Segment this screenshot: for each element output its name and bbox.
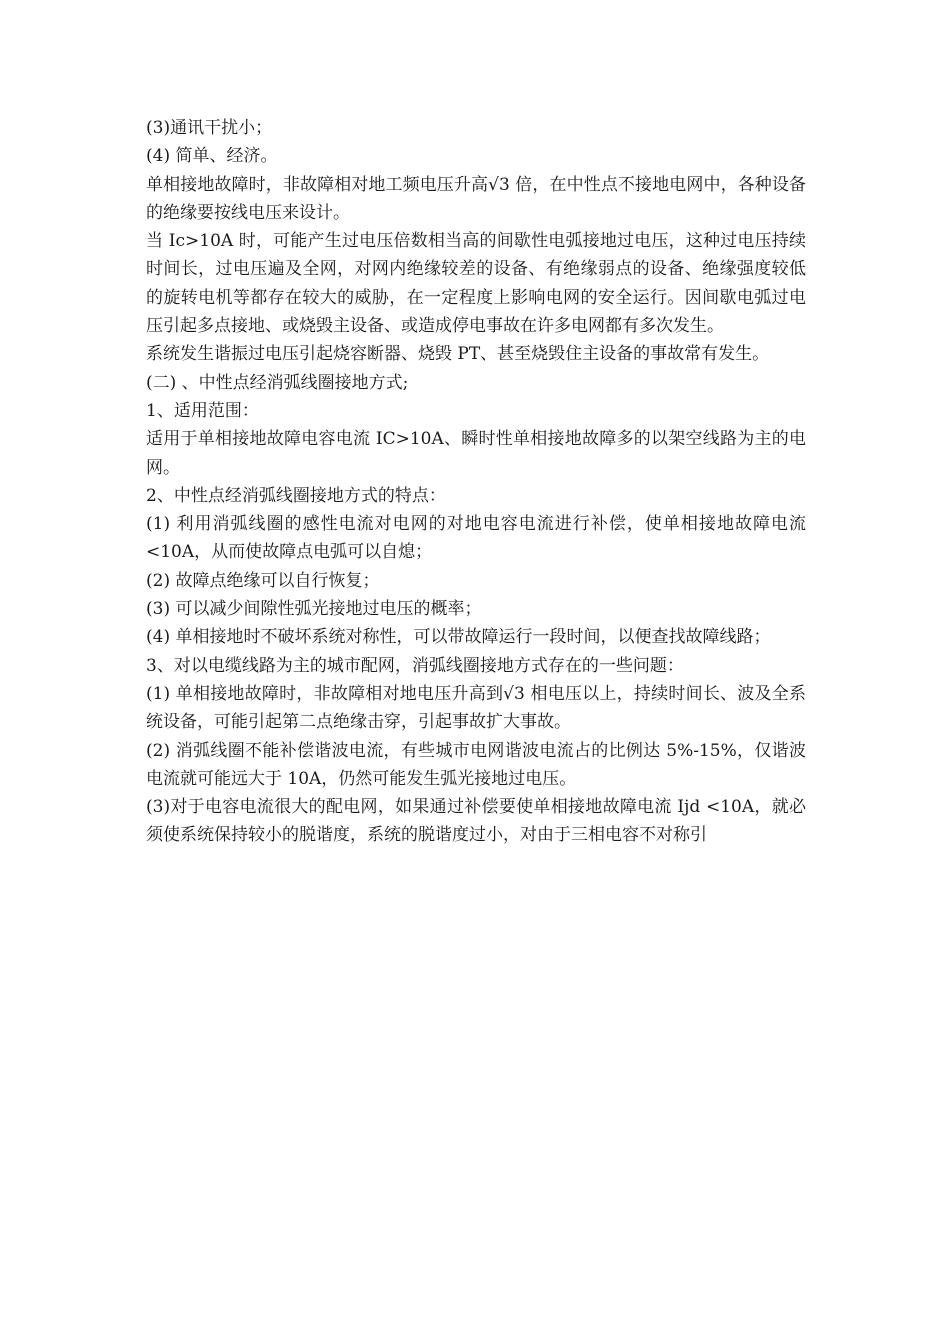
subheading-problems: 3、对以电缆线路为主的城市配网，消弧线圈接地方式存在的一些问题：: [146, 655, 684, 676]
feature-item-4: (4) 单相接地时不破坏系统对称性，可以带故障运行一段时间，以便查找故障线路；: [146, 627, 771, 648]
paragraph-resonance: 系统发生谐振过电压引起烧容断器、烧毁 PT、甚至烧毁住主设备的事故常有发生。: [146, 344, 770, 365]
subheading-scope: 1、适用范围：: [146, 400, 259, 421]
feature-item-3: (3) 可以减少间隙性弧光接地过电压的概率；: [146, 599, 482, 620]
paragraph-arc-overvoltage: 当 Ic>10A 时，可能产生过电压倍数相当高的间歇性电弧接地过电压，这种过电压持续时间长，过电压遍及全网，对网内绝缘较差的设备、有绝缘弱点的设备、绝缘强度较低的旋转电机等都存在较大的威胁，在一定程度上影响电网的安全运行。因间歇电弧过电压引起多点接地、或烧毁主设备、或造成停电事故在许多电网都有多次发生。: [146, 231, 806, 337]
problem-item-3: (3)对于电容电流很大的配电网，如果通过补偿要使单相接地故障电流 Ijd <10A，就必须使系统保持较小的脱谐度，系统的脱谐度过小，对由于三相电容不对称引: [146, 797, 806, 846]
paragraph-scope: 适用于单相接地故障电容电流 IC>10A、瞬时性单相接地故障多的以架空线路为主的电网。: [146, 429, 806, 478]
document-page: [146, 114, 806, 850]
list-item-3: (3)通讯干扰小；: [146, 118, 273, 138]
section-heading: (二) 、中性点经消弧线圈接地方式;: [146, 372, 409, 393]
subheading-features: 2、中性点经消弧线圈接地方式的特点：: [146, 485, 446, 506]
feature-item-2: (2) 故障点绝缘可以自行恢复；: [146, 570, 380, 591]
paragraph-overvoltage: 单相接地故障时，非故障相对地工频电压升高√3 倍，在中性点不接地电网中，各种设备的绝缘要按线电压来设计。: [146, 174, 806, 223]
feature-item-1: (1) 利用消弧线圈的感性电流对电网的对地电容电流进行补偿，使单相接地故障电流<10A，从而使故障点电弧可以自熄；: [146, 514, 806, 563]
list-item-4: (4) 简单、经济。: [146, 146, 278, 167]
problem-item-2: (2) 消弧线圈不能补偿谐波电流，有些城市电网谐波电流占的比例达 5%-15%，仅谐波电流就可能远大于 10A，仍然可能发生弧光接地过电压。: [146, 740, 806, 789]
problem-item-1: (1) 单相接地故障时，非故障相对地电压升高到√3 相电压以上，持续时间长、波及全系统设备，可能引起第二点绝缘击穿，引起事故扩大事故。: [146, 683, 806, 733]
